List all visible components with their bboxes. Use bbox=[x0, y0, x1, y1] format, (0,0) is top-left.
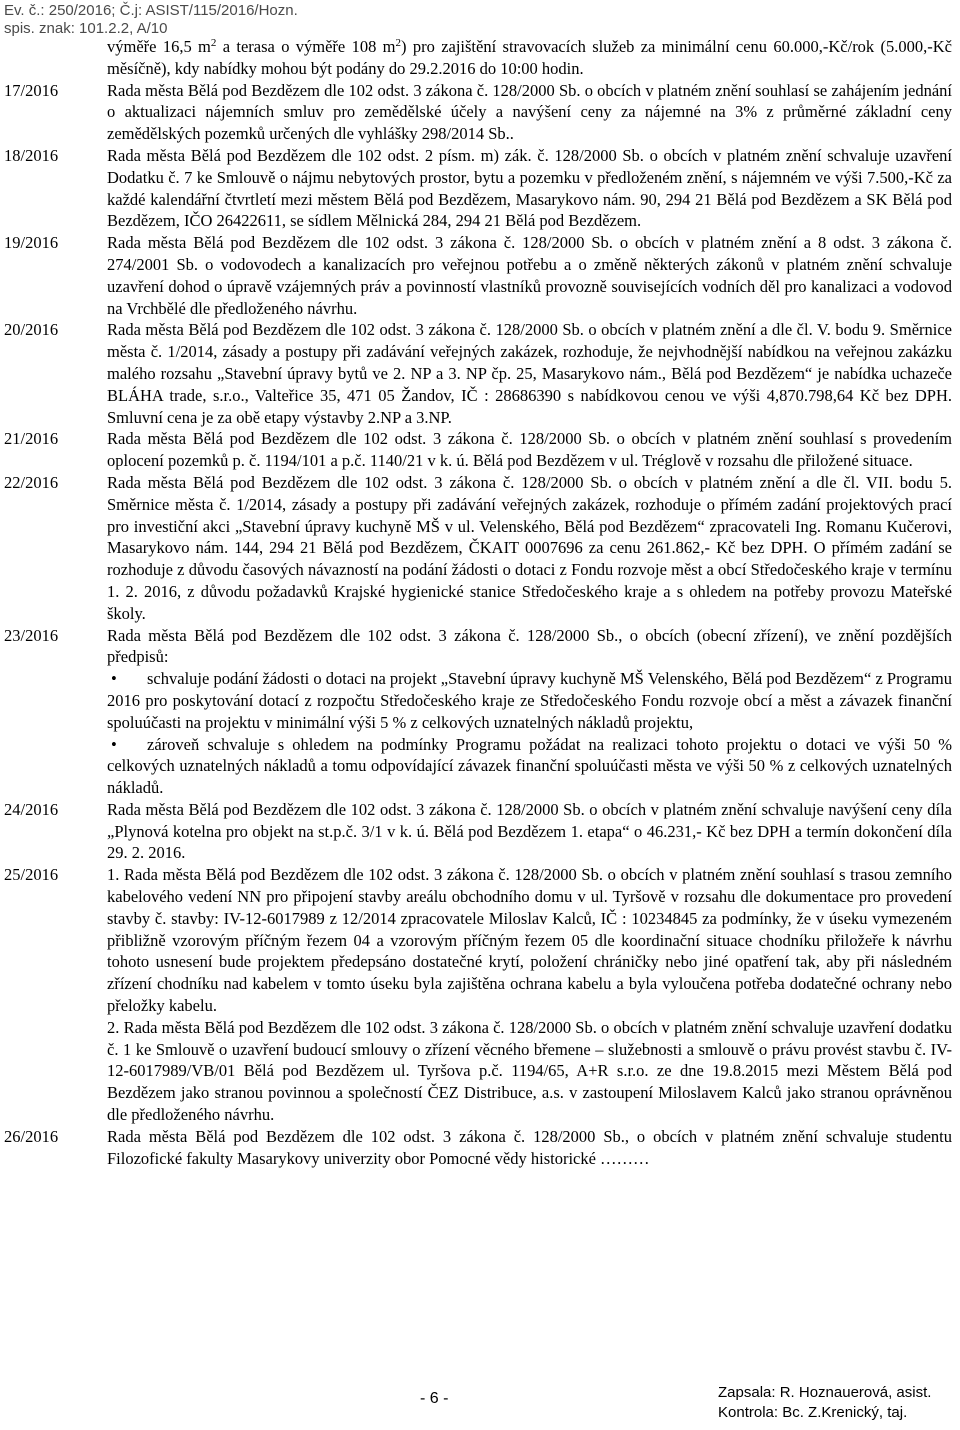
resolution-text: Rada města Bělá pod Bezdězem dle 102 odst. 3 zákona č. 128/2000 Sb. o obcích v platném znění souhlasí s provedením oplocení pozemků p. č. 1194/101 a p.č. 1140/21 v k. ú. Bělá pod Bezdězem v ul. Tréglově v rozsahu dle přiložené situace. bbox=[107, 429, 952, 471]
resolution-number: 26/2016 bbox=[4, 1126, 59, 1146]
resolution-number: 22/2016 bbox=[4, 472, 59, 492]
resolution-text: Rada města Bělá pod Bezdězem dle 102 odst. 3 zákona č. 128/2000 Sb. o obcích v platném znění a 8 odst. 3 zákona č. 274/2001 Sb. o vodovodech a kanalizacích pro veřejnou potřebu a o změně některých zákonů v platném znění schvaluje uzavření dohod o úpravě vzájemných práv a povinností vlastníků provozně souvisejících vodních děl pro kanalizaci a vodovod na Vrchbělé dle předloženého návrhu. bbox=[107, 233, 952, 318]
recorded-by: Zapsala: R. Hoznauerová, asist. bbox=[718, 1384, 932, 1401]
bullet-icon: • bbox=[111, 669, 117, 689]
resolution-number: 17/2016 bbox=[4, 80, 59, 100]
resolution-body bbox=[107, 319, 952, 428]
bullet-list bbox=[107, 668, 952, 799]
resolution-item bbox=[4, 80, 952, 145]
superscript-a: 2 bbox=[210, 37, 217, 49]
resolution-body bbox=[107, 80, 952, 145]
file-code: spis. znak: 101.2.2, A/10 bbox=[4, 20, 168, 37]
resolution-number: 20/2016 bbox=[4, 320, 59, 340]
resolutions-document bbox=[4, 36, 952, 1169]
resolution-paragraph: 2. Rada města Bělá pod Bezdězem dle 102 odst. 3 zákona č. 128/2000 Sb. o obcích v platném znění schvaluje uzavření dodatku č. 1 ke Smlouvě o uzavření budoucí smlouvy o zřízení věcného břemene – služebnosti a smlouvě o právu provést stavbu č. IV-12-6017989/VB/01 Bělá pod Bezdězem ul. Tyršova p.č. 1194/65, A+R s.r.o. ze dne 19.8.2015 mezi Městem Bělá pod Bezdězem jako stranou povinnou a společností ČEZ Distribuce, a.s. v zastoupení Miloslavem Kalců jako stranou oprávněnou dle předloženého návrhu. bbox=[107, 1017, 952, 1125]
resolution-number: 25/2016 bbox=[4, 865, 59, 885]
resolution-body bbox=[107, 864, 952, 1126]
intro-text-b: a terasa o výměře 108 m bbox=[216, 37, 396, 56]
bullet-item bbox=[107, 668, 952, 733]
resolution-body bbox=[107, 1126, 952, 1170]
bullet-item bbox=[107, 734, 952, 799]
resolution-number: 24/2016 bbox=[4, 799, 59, 819]
resolution-list bbox=[4, 80, 952, 1170]
intro-text-c: ) pro zajištění stravovacích služeb za minimální cenu 60.000,-Kč/rok (5.000,-Kč měsíčně), kdy nabídky mohou být podány do 29.2.2016 do 10:00 hodin. bbox=[107, 37, 953, 78]
resolution-item bbox=[4, 799, 952, 864]
resolution-number: 23/2016 bbox=[4, 625, 59, 645]
resolution-body bbox=[107, 472, 952, 625]
bullet-text: schvaluje podání žádosti o dotaci na projekt „Stavební úpravy kuchyně MŠ Velenského, Bělá pod Bezdězem“ z Programu 2016 pro poskytování dotací z rozpočtu Středočeského kraje ze Středočeského Fondu rozvoje obcí a měst a závazek finanční spoluúčasti na projektu v minimální výši 5 % z celkových uznatelných nákladů projektu, bbox=[107, 669, 952, 732]
page-number: - 6 - bbox=[420, 1390, 449, 1407]
resolution-text: Rada města Bělá pod Bezdězem dle 102 odst. 3 zákona č. 128/2000 Sb. o obcích v platném znění a dle čl. VII. bodu 5. Směrnice města č. 1/2014, zásady a postupy při zadávání veřejných zakázek, rozhoduje o přímém zadání projektových prací pro investiční akci „Stavební úpravy kuchyně MŠ v ul. Velenského, Bělá pod Bezdězem“ zpracovateli Ing. Romanu Kučerovi, Masarykovo nám. 144, 294 21 Bělá pod Bezdězem, ČKAIT 0007696 za cenu 261.862,- Kč bez DPH. O přímém zadání se rozhoduje z důvodu časových návazností na podání žádosti o dotaci z Fondu rozvoje měst a obcí Středočeského kraje v termínu 1. 2. 2016, z důvodu požadavků Krajské hygienické stanice Středočeského kraje a s ohledem na potřeby provozu Mateřské školy. bbox=[107, 472, 952, 623]
resolution-item bbox=[4, 864, 952, 1126]
resolution-text: Rada města Bělá pod Bezdězem dle 102 odst. 3 zákona č. 128/2000 Sb., o obcích (obecní zřízení), ve znění pozdějších předpisů: bbox=[107, 625, 952, 667]
resolution-item bbox=[4, 145, 952, 232]
resolution-number: 18/2016 bbox=[4, 145, 59, 165]
resolution-text: Rada města Bělá pod Bezdězem dle 102 odst. 2 písm. m) zák. č. 128/2000 Sb. o obcích v platném znění schvaluje uzavření Dodatku č. 7 ke Smlouvě o nájmu nebytových prostor, bytu a pozemku v předloženém znění, s nájemném ve výši 7.500,-Kč za každé kalendářní čtvrtletí mezi městem Bělá pod Bezdězem, Masarykovo nám. 90, 294 21 Bělá pod Bezdězem a SK Bělá pod Bezdězem, IČO 26422611, se sídlem Mělnická 284, 294 21 Bělá pod Bezdězem. bbox=[107, 145, 952, 231]
resolution-item bbox=[4, 472, 952, 625]
intro-text-a: výměře 16,5 m bbox=[107, 37, 211, 56]
bullet-text: zároveň schvaluje s ohledem na podmínky Programu požádat na realizaci tohoto projektu o dotaci ve výši 50 % celkových uznatelných nákladů a tomu odpovídající závazek finanční spoluúčasti města ve výši 50 % z celkových uznatelných nákladů. bbox=[107, 734, 952, 798]
resolution-body bbox=[107, 232, 952, 319]
resolution-item bbox=[4, 1126, 952, 1170]
resolution-body bbox=[107, 428, 952, 472]
document-reference: Ev. č.: 250/2016; Č.j: ASIST/115/2016/Hozn. bbox=[4, 2, 298, 19]
resolution-item bbox=[4, 319, 952, 428]
resolution-paragraph: 1. Rada města Bělá pod Bezdězem dle 102 odst. 3 zákona č. 128/2000 Sb. o obcích v platném znění souhlasí s trasou zemního kabelového vedení NN pro připojení stavby areálu obchodního domu v ul. Tyršově v rozsahu dle dokumentace pro provedení stavby č. stavby: IV-12-6017989 z 12/2014 zpracovatele Miloslav Kalců, IČ : 10234845 za podmínky, že v úseku vymezeném přibližně vzorovým příčným řezem 04 a vzorovým příčným řezem 05 dle koordinační situace chodníku přiložeře k návrhu tohoto usnesení bude projektem předepsáno dostatečné krytí, položení chráničky nebo jiné opatření tak, aby při následném zřízení chodníku nad kabelem v tomto úseku byla zajištěna ochrana kabelu a byla vyloučena potřeba dodatečné ochrany nebo přeložky kabelu. bbox=[107, 865, 952, 1016]
continued-paragraph bbox=[107, 36, 952, 80]
resolution-item bbox=[4, 428, 952, 472]
resolution-text: Rada města Bělá pod Bezdězem dle 102 odst. 3 zákona č. 128/2000 Sb. o obcích v platném znění souhlasí se zahájením jednání o aktualizaci nájemních smluv pro zemědělské účely a navýšení ceny za nájemné na 3% z průměrné základní ceny zemědělských pozemků určených dle vyhlášky 298/2014 Sb.. bbox=[107, 80, 952, 144]
resolution-number: 19/2016 bbox=[4, 233, 59, 253]
resolution-text: Rada města Bělá pod Bezdězem dle 102 odst. 3 zákona č. 128/2000 Sb., o obcích v platném znění schvaluje studentu Filozofické fakulty Masarykovy univerzity obor Pomocné vědy historické ……… bbox=[107, 1126, 952, 1168]
resolution-body bbox=[107, 625, 952, 799]
superscript-b: 2 bbox=[395, 37, 402, 49]
resolution-item bbox=[4, 625, 952, 799]
resolution-text: Rada města Bělá pod Bezdězem dle 102 odst. 3 zákona č. 128/2000 Sb. o obcích v platném znění a dle čl. V. bodu 9. Směrnice města č. 1/2014, zásady a postupy při zadávání veřejných zakázek, rozhoduje, že nejvhodnější nabídkou na veřejnou zakázku malého rozsahu „Stavební úpravy bytů ve 2. NP a 3. NP čp. 25, Masarykovo nám., Bělá pod Bezdězem“ je nabídka uchazeče BLÁHA trade, s.r.o., Valteřice 35, 471 05 Žandov, IČ : 28686390 s nabídkovou cenou ve výši 4,870.798,64 Kč bez DPH. Smluvní cena je za obě etapy výstavby 2.NP a 3.NP. bbox=[107, 320, 952, 427]
checked-by: Kontrola: Bc. Z.Krenický, taj. bbox=[718, 1404, 908, 1421]
resolution-body bbox=[107, 145, 952, 232]
bullet-icon: • bbox=[111, 734, 117, 754]
resolution-text: Rada města Bělá pod Bezdězem dle 102 odst. 3 zákona č. 128/2000 Sb. o obcích v platném znění schvaluje navýšení ceny díla „Plynová kotelna pro objekt na st.p.č. 3/1 v k. ú. Bělá pod Bezdězem 1. etapa“ o 46.231,- Kč bez DPH a termín dokončení díla 29. 2. 2016. bbox=[107, 799, 952, 863]
resolution-body bbox=[107, 799, 952, 864]
resolution-item bbox=[4, 232, 952, 319]
resolution-number: 21/2016 bbox=[4, 429, 59, 449]
